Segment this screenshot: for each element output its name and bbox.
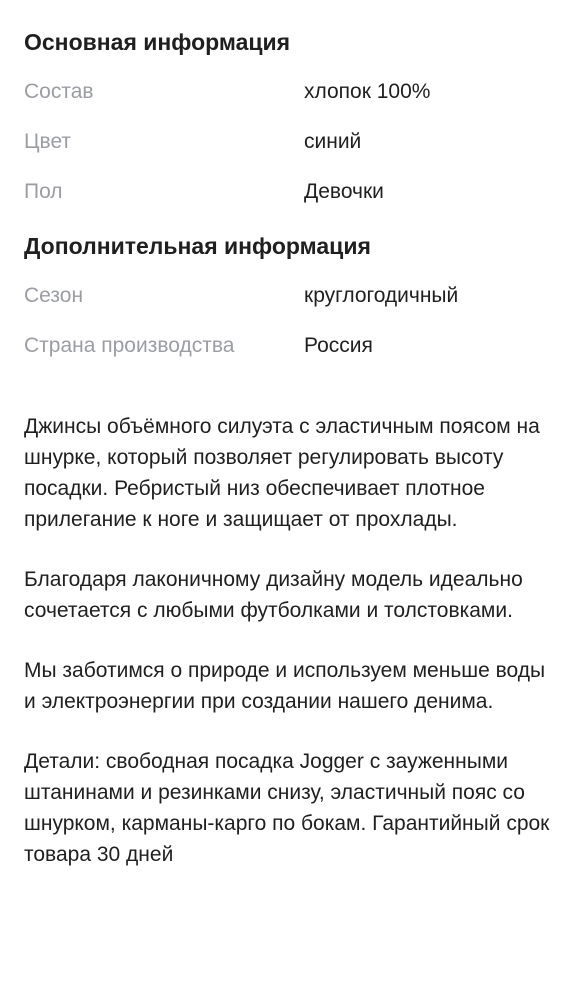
main-info-section [24, 0, 553, 217]
spec-value: Девочки [304, 180, 384, 203]
extra-info-list [24, 271, 553, 371]
spec-label: Пол [24, 180, 63, 203]
extra-info-title: Дополнительная информация [24, 233, 371, 259]
spec-value: Россия [304, 334, 373, 357]
main-info-title: Основная информация [24, 29, 291, 55]
spec-value: синий [304, 130, 362, 153]
spec-label: Сезон [24, 284, 84, 307]
main-info-list [24, 67, 553, 217]
spec-row-country [24, 321, 553, 371]
spec-row-color [24, 117, 553, 167]
spec-value: хлопок 100% [304, 80, 431, 103]
spec-label: Страна производства [24, 334, 235, 357]
description-paragraph: Детали: свободная посадка Jogger с зауженными штанинами и резинками снизу, эластичный пояс со шнурком, карманы-карго по бокам. Гарантийный срок товара 30 дней [24, 750, 550, 866]
spec-value: круглогодичный [304, 284, 459, 307]
spec-label: Состав [24, 80, 94, 103]
spec-row-gender [24, 167, 553, 217]
spec-label: Цвет [24, 130, 72, 153]
description-paragraph: Джинсы объёмного силуэта с эластичным поясом на шнурке, который позволяет регулировать высоту посадки. Ребристый низ обеспечивает плотное прилегание к ноге и защищает от прохлады. [24, 415, 540, 531]
description-paragraph: Благодаря лаконичному дизайну модель идеально сочетается с любыми футболками и толстовками. [24, 568, 523, 622]
description-paragraph: Мы заботимся о природе и используем меньше воды и электроэнергии при создании нашего денима. [24, 659, 546, 713]
spec-row-season [24, 271, 553, 321]
spec-row-composition [24, 67, 553, 117]
product-description [24, 411, 553, 870]
extra-info-section [24, 217, 553, 371]
